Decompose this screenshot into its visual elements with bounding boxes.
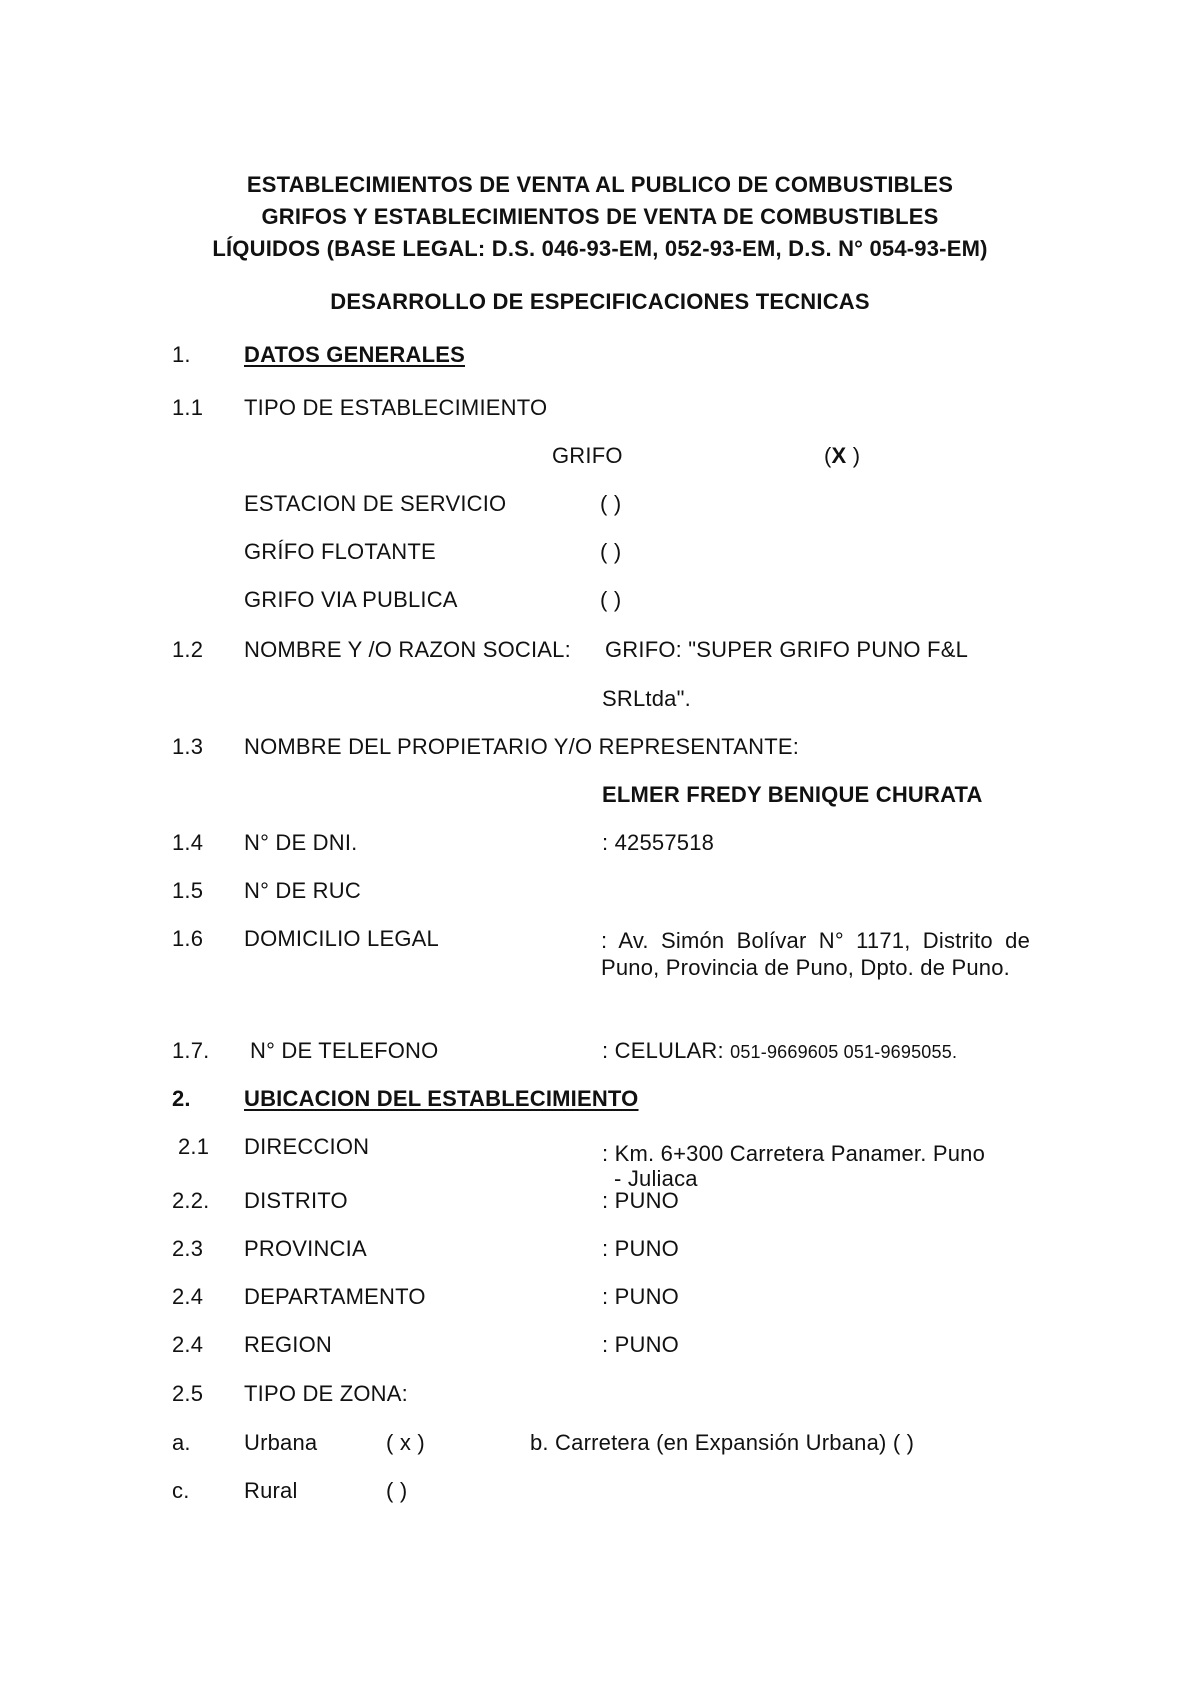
checkbox-close-paren: ) — [852, 443, 861, 468]
item-1-2-label: NOMBRE Y /O RAZON SOCIAL: — [244, 637, 571, 662]
option-estacion-label: ESTACION DE SERVICIO — [244, 491, 507, 516]
zona-urbana-checkbox: ( x ) — [386, 1430, 425, 1455]
item-2-4-number: 2.4 — [172, 1284, 204, 1309]
region-value: : PUNO — [602, 1332, 679, 1357]
item-1-5-label: N° DE RUC — [244, 878, 361, 903]
telefono-prefix: : CELULAR: — [602, 1038, 724, 1063]
zona-carretera-option: b. Carretera (en Expansión Urbana) ( ) — [530, 1430, 915, 1455]
header-line-3: LÍQUIDOS (BASE LEGAL: D.S. 046-93-EM, 052-93-EM, D.S. N° 054-93-EM) — [212, 236, 988, 261]
item-1-4-number: 1.4 — [172, 830, 204, 855]
direccion-line-2: - Juliaca — [614, 1166, 698, 1191]
option-grifo-label: GRIFO — [552, 443, 623, 468]
section-2-title: UBICACION DEL ESTABLECIMIENTO — [244, 1086, 639, 1111]
item-2-5-number: 2.5 — [172, 1381, 204, 1406]
item-2-1-number: 2.1 — [178, 1134, 210, 1159]
zona-rural-label: Rural — [244, 1478, 298, 1503]
option-via-publica-label: GRIFO VIA PUBLICA — [244, 587, 458, 612]
option-flotante-label: GRÍFO FLOTANTE — [244, 539, 436, 564]
document-subtitle: DESARROLLO DE ESPECIFICACIONES TECNICAS — [330, 289, 870, 314]
header-line-1: ESTABLECIMIENTOS DE VENTA AL PUBLICO DE COMBUSTIBLES — [246, 172, 954, 197]
item-1-7-number: 1.7. — [172, 1038, 210, 1063]
item-2-1-label: DIRECCION — [244, 1134, 370, 1159]
item-1-3-number: 1.3 — [172, 734, 204, 759]
option-grifo-checkbox — [824, 445, 860, 467]
item-1-3-label: NOMBRE DEL PROPIETARIO Y/O REPRESENTANTE: — [244, 734, 800, 759]
item-1-4-label: N° DE DNI. — [244, 830, 358, 855]
distrito-value: : PUNO — [602, 1188, 679, 1213]
checkbox-mark: X — [831, 443, 847, 468]
item-1-2-number: 1.2 — [172, 637, 204, 662]
propietario-name: ELMER FREDY BENIQUE CHURATA — [602, 782, 983, 807]
razon-social-value: GRIFO: "SUPER GRIFO PUNO F&L — [605, 637, 969, 662]
zona-urbana-label: Urbana — [244, 1430, 318, 1455]
section-1-number: 1. — [172, 342, 191, 367]
item-2-5-label: TIPO DE ZONA: — [244, 1381, 408, 1406]
domicilio-value: : Av. Simón Bolívar N° 1171, Distrito de Puno, Provincia de Puno, Dpto. de Puno. — [601, 928, 1030, 980]
option-estacion-checkbox: ( ) — [600, 491, 622, 516]
direccion-value — [602, 1141, 985, 1191]
item-2-4-label: DEPARTAMENTO — [244, 1284, 426, 1309]
departamento-value: : PUNO — [602, 1284, 679, 1309]
item-1-5-number: 1.5 — [172, 878, 204, 903]
item-2-3-number: 2.3 — [172, 1236, 204, 1261]
item-2-2-label: DISTRITO — [244, 1188, 348, 1213]
section-2-number: 2. — [172, 1086, 191, 1111]
checkbox-open-paren: ( — [824, 443, 832, 468]
item-2-2-number: 2.2. — [172, 1188, 210, 1213]
item-1-1-number: 1.1 — [172, 395, 204, 420]
section-1-title: DATOS GENERALES — [244, 342, 465, 367]
option-via-publica-checkbox: ( ) — [600, 587, 622, 612]
option-flotante-checkbox: ( ) — [600, 539, 622, 564]
item-2-4b-label: REGION — [244, 1332, 332, 1357]
item-2-4b-number: 2.4 — [172, 1332, 204, 1357]
item-1-1-label: TIPO DE ESTABLECIMIENTO — [244, 395, 548, 420]
zona-a-letter: a. — [172, 1430, 191, 1455]
razon-social-value-cont: SRLtda". — [602, 686, 691, 711]
item-1-7-label: N° DE TELEFONO — [250, 1038, 439, 1063]
direccion-line-1: : Km. 6+300 Carretera Panamer. Puno — [602, 1141, 986, 1166]
zona-c-letter: c. — [172, 1478, 190, 1503]
dni-value: : 42557518 — [602, 830, 715, 855]
item-1-6-number: 1.6 — [172, 926, 204, 951]
telefono-numbers: 051-9669605 051-9695055. — [730, 1042, 958, 1062]
header-line-2: GRIFOS Y ESTABLECIMIENTOS DE VENTA DE COMBUSTIBLES — [261, 204, 939, 229]
telefono-value — [602, 1040, 957, 1062]
item-2-3-label: PROVINCIA — [244, 1236, 367, 1261]
item-1-6-label: DOMICILIO LEGAL — [244, 926, 439, 951]
zona-rural-checkbox: ( ) — [386, 1478, 408, 1503]
provincia-value: : PUNO — [602, 1236, 679, 1261]
